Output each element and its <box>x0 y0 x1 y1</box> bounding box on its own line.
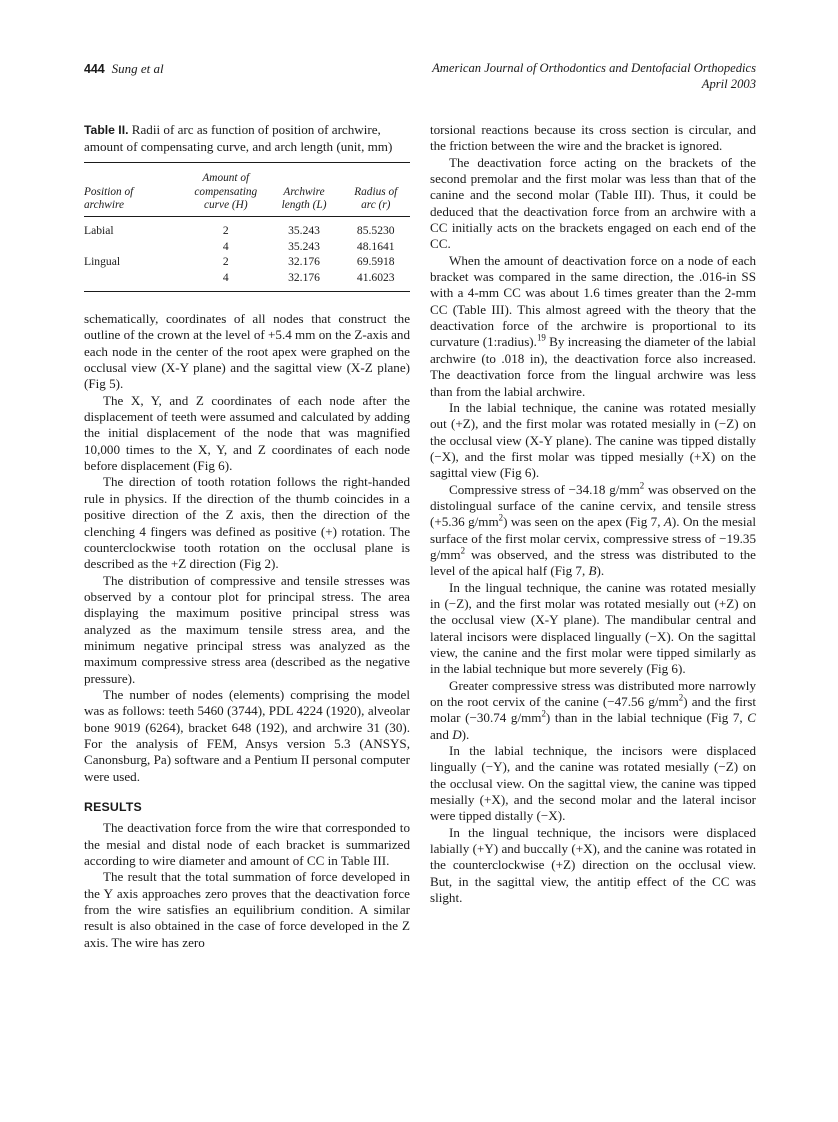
unit-exponent: 2 <box>678 692 684 703</box>
table-2 <box>84 162 410 294</box>
paragraph: The deactivation force acting on the brackets of the second premolar and the first molar was less than that of the canine and the second molar (Table III). Thus, it could be deduced that the deactivation force from an archwire with a CC initially acts on the brackets engaged on each end of the CC. <box>430 154 756 252</box>
cell-curve: 2 <box>222 255 229 269</box>
text-seg: Compressive stress of −34.18 g/mm <box>449 481 640 497</box>
section-heading-results: RESULTS <box>84 800 142 814</box>
unit-exponent: 2 <box>460 545 466 556</box>
table-label: Table II. <box>84 123 129 137</box>
table-head <box>84 163 410 217</box>
paragraph-with-units <box>430 482 756 580</box>
text-seg: ). On the mesial surface of the first molar cervix, compressive stress of −19.35 g/mm <box>430 514 756 562</box>
table-header-row <box>84 163 410 217</box>
figure-panel-label: D <box>452 726 462 742</box>
text-seg: ) and the first molar (−30.74 g/mm <box>430 694 756 726</box>
cell-position <box>84 239 185 254</box>
table-foot <box>84 292 410 295</box>
col-header-length <box>267 163 342 217</box>
paragraph-with-units <box>430 678 756 743</box>
table-row <box>84 254 410 269</box>
reference-marker: 19 <box>536 333 546 344</box>
table-row <box>84 239 410 254</box>
paragraph-text: When the amount of deactivation force on a node of each bracket was compared in the same direction, the .016-in SS with a 4-mm CC was about 1.6 times greater than the 2-mm CC (Table III). This almost agreed with the theory that the deactivation force of the archwire is proportional to its curvature (1:radius). <box>430 252 756 350</box>
paragraph: The direction of tooth rotation follows the right-handed rule in physics. If the direction of the thumb coincides in a positive direction of the Z axis, then the direction of the clenching 4 fingers was defined as positive (+) rotation. The counterclockwise tooth rotation on the occlusal plane is described as the +Z direction (Fig 2). <box>84 474 410 572</box>
col-header-length-line2: length (L) <box>281 199 327 211</box>
cell-length: 35.243 <box>288 239 320 253</box>
col-header-length-line1: Archwire <box>283 185 325 198</box>
running-head-left <box>84 60 164 78</box>
cell-length: 35.243 <box>267 217 342 239</box>
paragraph-text-cont: By increasing the diameter of the labial archwire (to .018 in), the deactivation force also increased. The deactivation force from the lingual archwire was less than from the labial archwire. <box>430 334 757 399</box>
unit-exponent: 2 <box>541 709 546 720</box>
cell-curve: 4 <box>222 239 229 253</box>
text-seg: ). <box>596 563 605 579</box>
running-head-right <box>432 60 756 92</box>
table-2-block <box>84 122 410 294</box>
paragraph: The deactivation force from the wire that corresponded to the mesial and distal node of each bracket is summarized according to wire diameter and amount of CC in Table III. <box>84 820 410 869</box>
table-bottom-rule <box>84 292 410 295</box>
paragraph-continued: schematically, coordinates of all nodes that construct the outline of the crown at the level of +5.4 mm on the Z-axis and each node in the center of the root apex were graphed on the occlusal view (X-Y plane) and the sagittal view (X-Z plane) (Fig 5). <box>84 311 410 392</box>
running-head-authors: Sung et al <box>111 61 164 76</box>
right-column <box>430 122 756 907</box>
col-header-radius-line1: Radius of <box>354 185 398 198</box>
unit-exponent: 2 <box>498 512 504 523</box>
col-header-position <box>84 163 185 217</box>
journal-title: American Journal of Orthodontics and Dentofacial Orthopedics <box>432 61 756 75</box>
table-caption-text: Radii of arc as function of position of archwire, amount of compensating curve, and arch length (unit, mm) <box>84 122 393 154</box>
paragraph: The number of nodes (elements) comprising the model was as follows: teeth 5460 (3744), PDL 4224 (1920), alveolar bone 9019 (6264), bracket 648 (192), and archwire 31 (30). For the analysis of FEM, Ansys version 5.3 (ANSYS, Canonsburg, Pa) software and a Pentium II personal computer were used. <box>84 686 410 784</box>
text-seg: Greater compressive stress was distributed more narrowly on the root cervix of the canine (−47.56 g/mm <box>430 677 756 710</box>
running-head <box>84 60 756 104</box>
left-column <box>84 122 410 951</box>
cell-length: 32.176 <box>288 255 320 269</box>
cell-radius: 48.1641 <box>356 239 395 253</box>
figure-panel-label: C <box>747 710 756 726</box>
table-bottom-rule-row <box>84 292 410 295</box>
cell-position: Labial <box>84 217 185 239</box>
table-caption <box>84 122 410 155</box>
col-header-radius <box>342 163 410 217</box>
figure-panel-label: B <box>588 563 597 579</box>
text-seg: was observed, and the stress was distributed to the level of the apical half (Fig 7, <box>430 546 756 579</box>
unit-exponent: 2 <box>639 480 645 491</box>
cell-radius: 85.5230 <box>342 217 410 239</box>
col-header-curve-line3: curve (H) <box>204 199 248 211</box>
cell-curve: 2 <box>185 217 267 239</box>
paragraph: The X, Y, and Z coordinates of each node after the displacement of teeth were assumed and calculated by adding the initial displacement of the node that was magnified 10,000 times to the X, Y, and Z coordinates of each node before displacement (Fig 6). <box>84 392 410 474</box>
text-seg: ). <box>461 726 470 742</box>
col-header-curve-line2: compensating <box>194 185 258 198</box>
table-row <box>84 270 410 292</box>
cell-position <box>84 270 185 292</box>
text-seg: ) was seen on the apex (Fig 7, <box>503 514 664 530</box>
table-row <box>84 217 410 239</box>
col-header-curve-line1: Amount of <box>202 172 250 185</box>
paragraph-with-reference <box>430 253 756 400</box>
issue-date: April 2003 <box>701 77 756 91</box>
paragraph-continued: torsional reactions because its cross section is circular, and the friction between the wire and the bracket is ignored. <box>430 122 756 154</box>
table-body <box>84 217 410 292</box>
col-header-radius-line2: arc (r) <box>361 199 391 211</box>
cell-curve: 4 <box>222 270 229 284</box>
figure-panel-label: A <box>663 514 672 530</box>
cell-length: 32.176 <box>288 270 320 284</box>
paragraph: The result that the total summation of force developed in the Y axis approaches zero proves that the deactivation force from the wire satisfies an equilibrium condition. A similar result is also obtained in the case of force developed in the Z axis. The wire has zero <box>84 869 410 950</box>
text-seg: was observed on the distolingual surface of the canine cervix, and tensile stress (+5.36 g/mm <box>430 481 756 530</box>
col-header-position-line2: archwire <box>84 199 124 211</box>
col-header-position-line1: Position of <box>84 185 134 198</box>
text-seg: ) than in the labial technique (Fig 7, <box>545 710 748 726</box>
paragraph: In the labial technique, the incisors were displaced lingually (−Y), and the canine was rotated mesially (−Z) on the occlusal view. On the sagittal view, the canine was tipped mesially (+X), and the second molar and the lateral incisor were tipped distally (−X). <box>430 743 756 824</box>
text-seg: and <box>430 726 453 742</box>
cell-position: Lingual <box>84 255 121 269</box>
paragraph: In the lingual technique, the canine was rotated mesially in (−Z), and the first molar was rotated mesially out (+Z) on the occlusal view (X-Y plane). The mandibular central and lateral incisors were displaced lingually (−X). On the sagittal view, the canine and the first molar were tipped similarly as in the labial technique but more severely (Fig 6). <box>430 579 756 677</box>
paragraph: In the labial technique, the canine was rotated mesially out (+Z), and the first molar was rotated mesially in (−Z) on the occlusal view (X-Y plane). The canine was tipped distally (−X), and the first molar was tipped mesially (+X) on the sagittal view (Fig 6). <box>430 399 756 481</box>
cell-radius: 69.5918 <box>356 255 395 269</box>
page-number: 444 <box>84 62 105 76</box>
paragraph: The distribution of compressive and tensile stresses was observed by a contour plot for principal stress. The area displaying the maximum positive principal stress was analyzed as the maximum tensile stress area, and the minimum negative principal stress was analyzed as the maximum compressive stress area (described as the negative pressure). <box>84 572 410 686</box>
cell-radius: 41.6023 <box>356 270 395 284</box>
paragraph: In the lingual technique, the incisors were displaced labially (+Y) and buccally (+X), and the canine was rotated in the counterclockwise (+Z) direction on the occlusal view. But, in the sagittal view, the antitip effect of the CC was slight. <box>430 824 756 906</box>
col-header-curve <box>185 163 267 217</box>
